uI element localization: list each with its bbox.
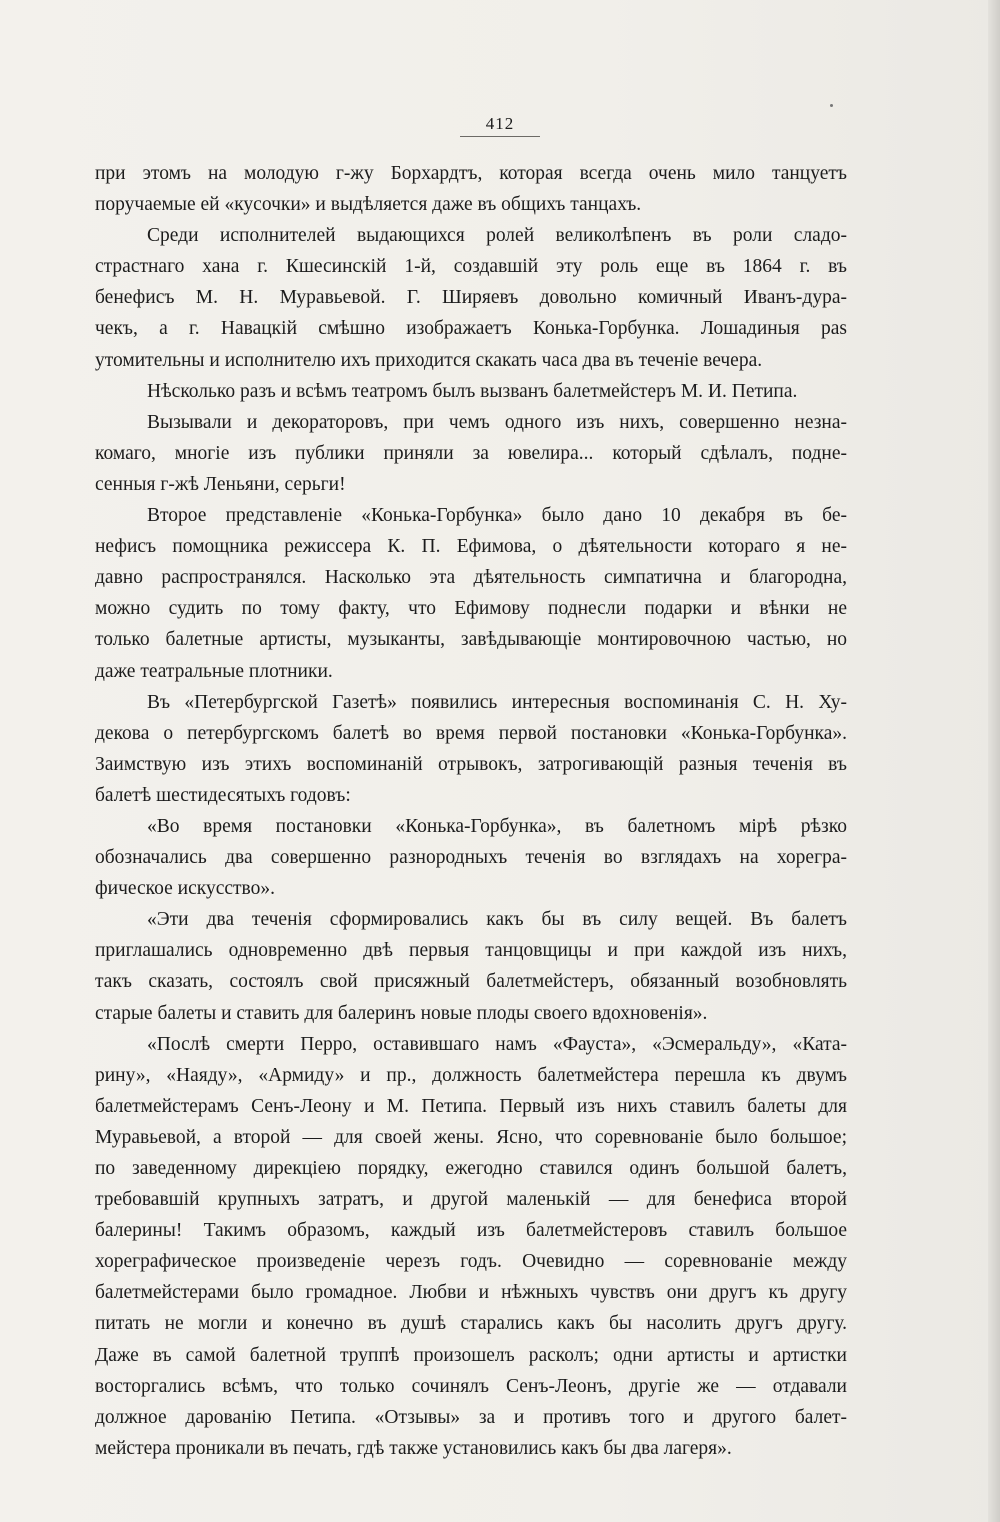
text-line: обозначались два совершенно разнородныхъ теченія во взглядахъ на хорегра- (95, 847, 847, 869)
text-line: «Во время постановки «Конька-Горбунка», въ балетномъ мірѣ рѣзко (147, 815, 847, 837)
text-line: только балетные артисты, музыканты, завѣдывающіе монтировочною частью, но (95, 629, 847, 651)
text-line: приглашались одновременно двѣ первыя танцовщицы и при каждой изъ нихъ, (95, 940, 847, 962)
text-line: балерины! Такимъ образомъ, каждый изъ балетмейстеровъ ставилъ большое (95, 1220, 847, 1242)
text-line: мейстера проникали въ печать, гдѣ также установились какъ бы два лагеря». (95, 1437, 732, 1459)
paragraph (95, 500, 847, 687)
text-line: по заведенному дирекціею порядку, ежегодно ставился одинъ большой балетъ, (95, 1158, 847, 1179)
text-line: рину», «Наяду», «Армиду» и пр., должность балетмейстера перешла къ двумъ (95, 1064, 847, 1086)
text-line: Муравьевой, а второй — для своей жены. Ясно, что соревнованіе было большое; (95, 1126, 847, 1148)
text-line: питать не могли и конечно въ душѣ старались какъ бы насолить другъ другу. (95, 1313, 847, 1335)
text-line: балетмейстерами было громадное. Любви и нѣжныхъ чувствъ они другъ къ другу (95, 1282, 847, 1304)
text-line: поручаемые ей «кусочки» и выдѣляется даже въ общихъ танцахъ. (95, 194, 642, 216)
text-line: старые балеты и ставить для балеринъ новые плоды своего вдохновенія». (95, 1002, 708, 1024)
text-line: хореграфическое произведеніе черезъ годъ. Очевидно — соревнованіе между (95, 1251, 847, 1273)
text-line: давно распространялся. Насколько эта дѣятельность симпатична и благородна, (95, 567, 847, 589)
text-line: бенефисъ М. Н. Муравьевой. Г. Ширяевъ довольно комичный Иванъ-дура- (95, 287, 847, 309)
body-text (95, 158, 847, 1464)
paragraph (95, 376, 847, 407)
paragraph (95, 220, 847, 375)
text-line: декова о петербургскомъ балетѣ во время первой постановки «Конька-Горбунка». (95, 722, 847, 744)
paragraph (95, 904, 847, 1028)
text-line: «Послѣ смерти Перро, оставившаго намъ «Фауста», «Эсмеральду», «Ката- (147, 1033, 847, 1055)
speck (830, 104, 833, 107)
text-line: балетѣ шестидесятыхъ годовъ: (95, 784, 351, 806)
page-header (0, 114, 1000, 137)
page-number: 412 (460, 114, 541, 137)
text-line: восторгались всѣмъ, что только сочинялъ Сенъ-Леонъ, другіе же — отдавали (95, 1375, 847, 1397)
text-line: утомительны и исполнителю ихъ приходится скакать часа два въ теченіе вечера. (95, 349, 763, 371)
text-line: сенныя г-жѣ Леньяни, серьги! (95, 473, 346, 495)
text-line: Среди исполнителей выдающихся ролей великолѣпенъ въ роли сладо- (147, 225, 847, 247)
text-line: можно судить по тому факту, что Ефимову поднесли подарки и вѣнки не (95, 598, 847, 620)
paragraph (95, 407, 847, 500)
text-line: страстнаго хана г. Кшесинскій 1-й, создавшій эту роль еще въ 1864 г. въ (95, 256, 847, 278)
text-line: при этомъ на молодую г-жу Борхардтъ, которая всегда очень мило танцуетъ (95, 163, 847, 184)
paragraph (95, 811, 847, 904)
text-line: комаго, многіе изъ публики приняли за ювелира... который сдѣлалъ, подне- (95, 442, 847, 464)
text-line: фическое искусство». (95, 878, 275, 900)
paragraph (95, 158, 847, 220)
text-line: требовавшій крупныхъ затратъ, и другой маленькій — для бенефиса второй (95, 1189, 847, 1211)
text-line: «Эти два теченія сформировались какъ бы въ силу вещей. Въ балетъ (147, 909, 847, 931)
page-spine-shadow (988, 0, 1000, 1522)
text-line: нефисъ помощника режиссера К. П. Ефимова, о дѣятельности котораго я не- (95, 536, 847, 558)
paragraph (95, 1029, 847, 1464)
text-line: балетмейстерамъ Сенъ-Леону и М. Петипа. Первый изъ нихъ ставилъ балеты для (95, 1095, 847, 1117)
text-line: Второе представленіе «Конька-Горбунка» было дано 10 декабря въ бе- (147, 505, 847, 527)
text-line: должное дарованію Петипа. «Отзывы» за и противъ того и другого балет- (95, 1406, 847, 1428)
text-line: Вызывали и декораторовъ, при чемъ одного изъ нихъ, совершенно незна- (147, 411, 847, 433)
text-line: чекъ, а г. Навацкій смѣшно изображаетъ Конька-Горбунка. Лошадиныя раs (95, 318, 847, 340)
text-line: Въ «Петербургской Газетѣ» появились интересныя воспоминанія С. Н. Ху- (147, 691, 847, 713)
paragraph (95, 687, 847, 811)
text-line: такъ сказать, состоялъ свой присяжный балетмейстеръ, обязанный возобновлять (95, 971, 847, 993)
text-line: Нѣсколько разъ и всѣмъ театромъ былъ вызванъ балетмейстеръ М. И. Петипа. (147, 380, 798, 402)
text-line: Заимствую изъ этихъ воспоминаній отрывокъ, затрогивающій разныя теченія въ (95, 753, 847, 775)
text-line: даже театральные плотники. (95, 660, 333, 682)
text-line: Даже въ самой балетной труппѣ произошелъ расколъ; одни артисты и артистки (95, 1344, 847, 1366)
